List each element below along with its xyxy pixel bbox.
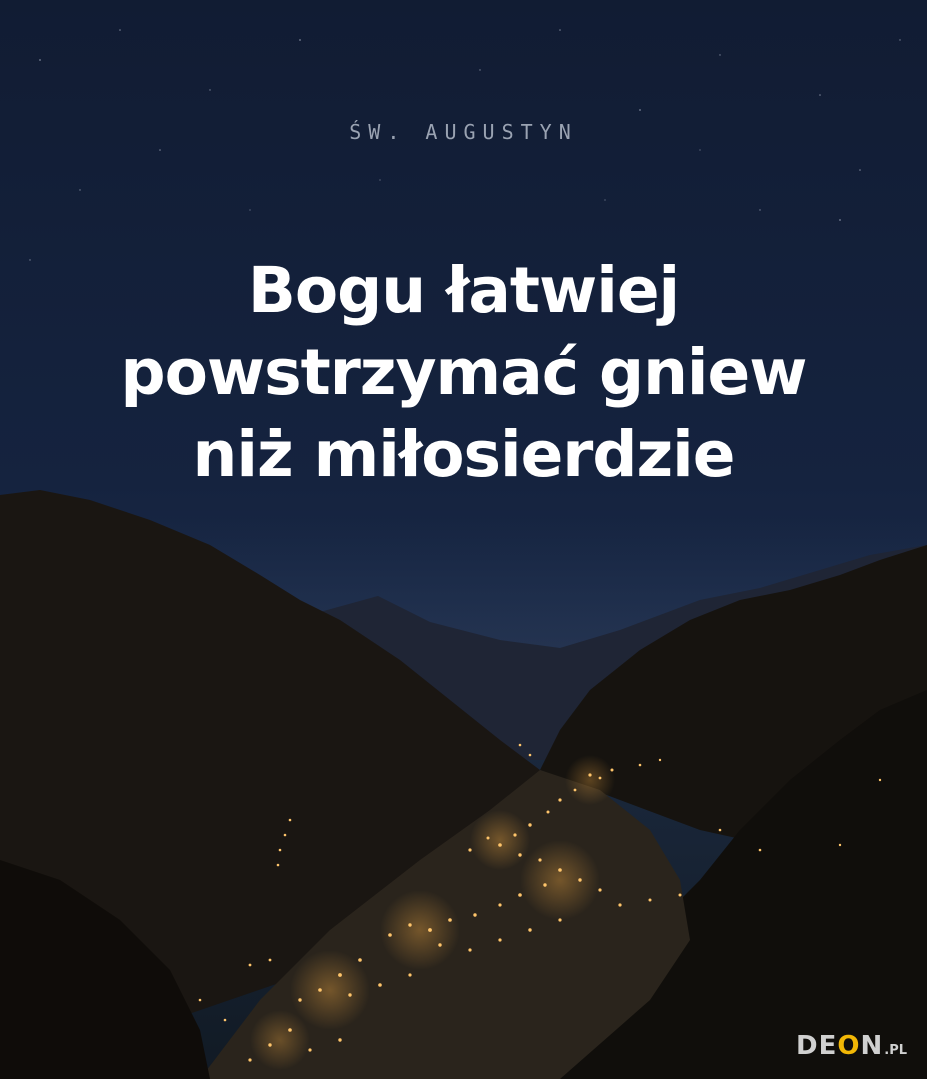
logo-tld: .PL [884, 1043, 907, 1058]
deon-logo [796, 1031, 907, 1061]
stars [29, 29, 900, 260]
quote-line: powstrzymać gniew [120, 336, 807, 409]
logo-halo-o: O [837, 1031, 861, 1061]
quote-text [0, 250, 927, 496]
author-name: ŚW. AUGUSTYN [349, 120, 578, 144]
quote-line: niż miłosierdzie [192, 418, 735, 491]
logo-brand [796, 1031, 883, 1061]
quote-line: Bogu łatwiej [247, 254, 680, 327]
logo-brand-suffix: N [860, 1031, 884, 1061]
logo-brand-prefix: DE [796, 1031, 838, 1061]
